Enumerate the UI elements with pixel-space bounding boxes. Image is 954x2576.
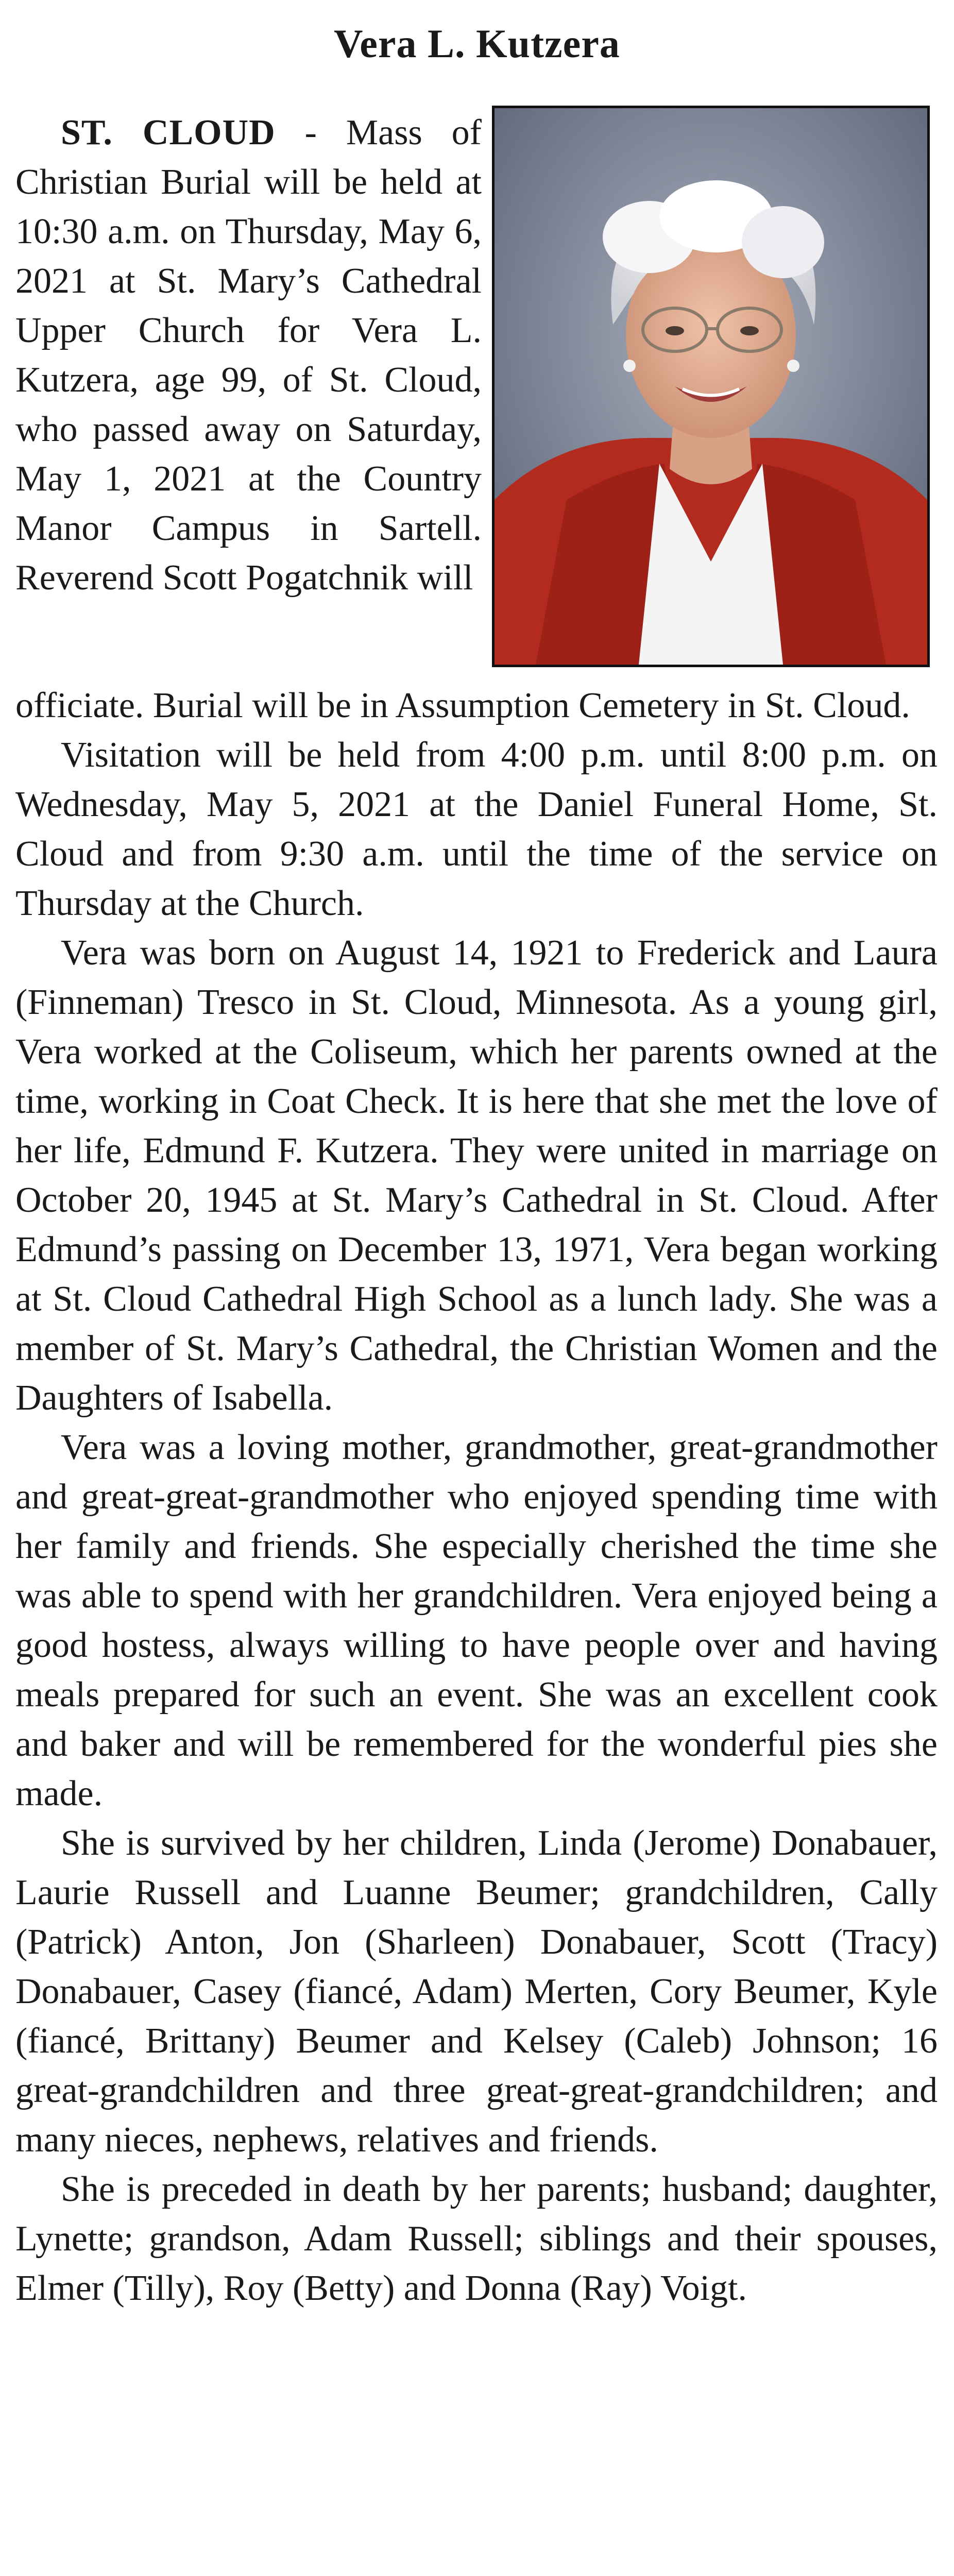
portrait-illustration <box>495 108 927 665</box>
paragraph-visitation: Visitation will be held from 4:00 p.m. until 8:00 p.m. on Wednesday, May 5, 2021 at the Daniel Funeral Home, St. Cloud and from 9:30 a.m. until the time of the service on Thursday at the Church. <box>15 735 938 923</box>
lead-paragraph <box>15 108 482 603</box>
paragraph-survivors: She is survived by her children, Linda (Jerome) Donabauer, Laurie Russell and Luanne Beumer; grandchildren, Cally (Patrick) Anton, Jon (Sharleen) Donabauer, Scott (Tracy) Donabauer, Casey (fiancé, Adam) Merten, Cory Beumer, Kyle (fiancé, Brittany) Beumer and Kelsey (Caleb) Johnson; 16 great-grandchildren and three great-great-grandchildren; and many nieces, nephews, relatives and friends. <box>15 1823 938 2160</box>
lead-continuation: officiate. Burial will be in Assumption Cemetery in St. Cloud. <box>15 686 910 725</box>
lead-text: - Mass of Christian Burial will be held at 10:30 a.m. on Thursday, May 6, 2021 at St. Mary’s Cathedral Upper Church for Vera L. Kutzera, age 99, of St. Cloud, who passed away on Saturday, May 1, 2021 at the Country Manor Campus in Sartell. Reverend Scott Pogatchnik will <box>15 113 482 598</box>
dateline: ST. CLOUD <box>61 113 276 152</box>
portrait-photo <box>492 106 930 667</box>
paragraph-character: Vera was a loving mother, grandmother, great-grandmother and great-great-grandmother who enjoyed spending time with her family and friends. She especially cherished the time she was able to spend with her grandchildren. Vera enjoyed being a good hostess, always willing to have people over and having meals prepared for such an event. She was an excellent cook and baker and will be remembered for the wonderful pies she made. <box>15 1428 938 1814</box>
obituary-title: Vera L. Kutzera <box>334 21 620 66</box>
paragraph-biography: Vera was born on August 14, 1921 to Frederick and Laura (Finneman) Tresco in St. Cloud, Minnesota. As a young girl, Vera worked at the Coliseum, which her parents owned at the time, working in Coat Check. It is here that she met the love of her life, Edmund F. Kutzera. They were united in marriage on October 20, 1945 at St. Mary’s Cathedral in St. Cloud. After Edmund’s passing on December 13, 1971, Vera began working at St. Cloud Cathedral High School as a lunch lady. She was a member of St. Mary’s Cathedral, the Christian Women and the Daughters of Isabella. <box>15 933 938 1418</box>
obituary-body <box>15 681 938 2313</box>
paragraph-preceded: She is preceded in death by her parents; husband; daughter, Lynette; grandson, Adam Russell; siblings and their spouses, Elmer (Tilly), Roy (Betty) and Donna (Ray) Voigt. <box>15 2170 938 2308</box>
